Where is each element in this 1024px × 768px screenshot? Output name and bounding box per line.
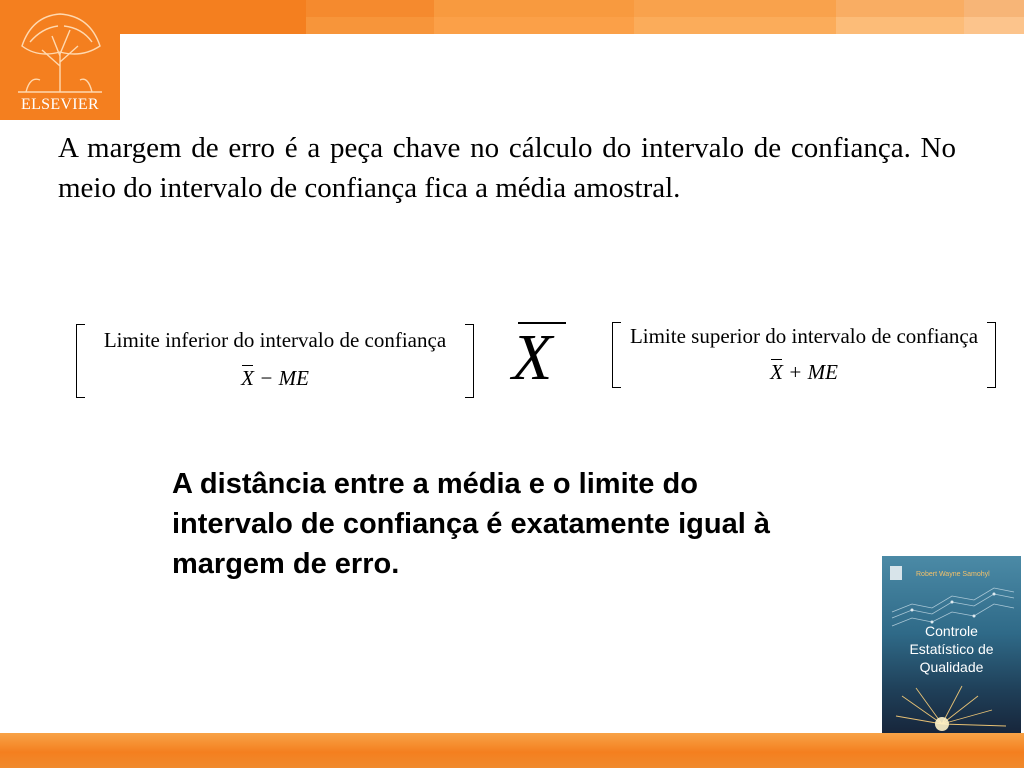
lower-limit-bracket — [76, 324, 474, 396]
book-title-line: Estatístico de — [909, 641, 994, 657]
book-title — [882, 622, 1021, 676]
upper-limit-formula — [622, 358, 986, 385]
book-title-line: Controle — [925, 623, 978, 639]
banner-segment — [306, 0, 434, 34]
right-bracket — [987, 322, 996, 388]
logo-wordmark: ELSEVIER — [21, 96, 99, 113]
lower-limit-formula — [86, 364, 464, 391]
banner-segment — [836, 0, 964, 34]
intro-paragraph: A margem de erro é a peça chave no cálculo do intervalo de confiança. No meio do intervalo de confiança fica a média amostral. — [58, 132, 956, 204]
banner-segment — [434, 0, 634, 34]
book-author: Robert Wayne Samohyl — [916, 571, 990, 578]
left-bracket — [612, 322, 621, 388]
upper-limit-bracket — [612, 322, 996, 388]
bottom-banner — [0, 733, 1024, 768]
upper-limit-expression: + ME — [782, 360, 838, 384]
x-bar-symbol: X — [241, 366, 254, 390]
upper-limit-label: Limite superior do intervalo de confiança — [629, 324, 979, 348]
banner-segment — [964, 0, 1024, 34]
top-banner — [120, 0, 1024, 34]
lower-limit-label: Limite inferior do intervalo de confiança — [103, 328, 447, 352]
left-bracket — [76, 324, 85, 398]
right-bracket — [465, 324, 474, 398]
margin-of-error-note: A distância entre a média e o limite do intervalo de confiança é exatamente igual à margem de erro. — [172, 468, 770, 580]
sample-mean-symbol — [506, 322, 568, 394]
x-bar-symbol: X — [770, 360, 783, 384]
lower-limit-expression: − ME — [253, 366, 309, 390]
tree-icon — [12, 6, 108, 94]
banner-segment — [120, 0, 306, 34]
book-cover — [882, 556, 1021, 749]
publisher-mark — [890, 566, 902, 580]
banner-segment — [634, 0, 836, 34]
elsevier-logo — [0, 0, 120, 120]
x-letter: X — [512, 321, 553, 394]
book-title-line: Qualidade — [919, 659, 984, 675]
